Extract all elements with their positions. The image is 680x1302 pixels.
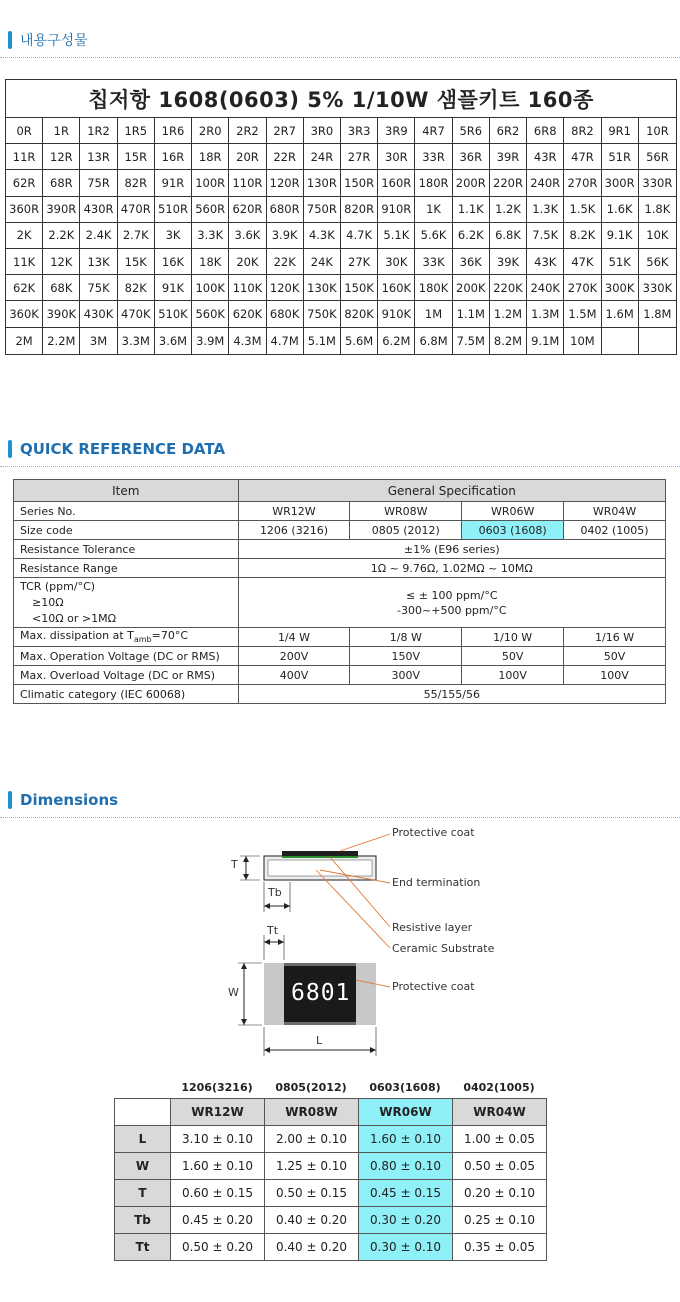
cell: 2.00 ± 0.10 <box>265 1126 359 1153</box>
kit-cell: 56R <box>639 144 676 170</box>
cell-highlighted: 0.80 ± 0.10 <box>359 1153 453 1180</box>
series-header: WR08W <box>265 1099 359 1126</box>
kit-cell: 1.8K <box>639 197 676 223</box>
section-header-contents <box>8 29 88 51</box>
kit-cell: 120R <box>267 170 304 196</box>
kit-cell: 1.6K <box>602 197 639 223</box>
kit-cell: 100K <box>192 275 229 301</box>
kit-cell: 4.7M <box>267 328 304 354</box>
header-item: Item <box>14 480 239 502</box>
kit-cell: 0R <box>6 118 43 144</box>
kit-cell: 360R <box>6 197 43 223</box>
kit-cell: 680K <box>267 301 304 327</box>
kit-cell: 200K <box>453 275 490 301</box>
section-title: QUICK REFERENCE DATA <box>20 440 226 458</box>
label-dim-tt: Tt <box>267 924 279 937</box>
kit-cell: 3.3M <box>118 328 155 354</box>
divider <box>0 817 680 818</box>
kit-cell: 5.6M <box>341 328 378 354</box>
kit-cell: 2R2 <box>229 118 266 144</box>
sample-kit-table <box>5 79 677 355</box>
kit-cell: 9.1K <box>602 223 639 249</box>
kit-cell: 820R <box>341 197 378 223</box>
kit-cell: 1R6 <box>155 118 192 144</box>
resistor-drawing <box>220 820 520 1060</box>
cell-highlighted: 1.60 ± 0.10 <box>359 1126 453 1153</box>
kit-cell: 8R2 <box>564 118 601 144</box>
kit-cell: 6.2K <box>453 223 490 249</box>
kit-cell: 10M <box>564 328 601 354</box>
kit-cell: 300K <box>602 275 639 301</box>
cell: 3.10 ± 0.10 <box>171 1126 265 1153</box>
cell-highlighted: 0.30 ± 0.20 <box>359 1207 453 1234</box>
kit-cell: 390K <box>43 301 80 327</box>
kit-cell: 1.2M <box>490 301 527 327</box>
kit-cell: 160R <box>378 170 415 196</box>
cell: 300V <box>350 666 462 685</box>
table-row <box>115 1234 547 1261</box>
table-row <box>115 1126 547 1153</box>
kit-cell: 1.3K <box>527 197 564 223</box>
kit-cell: 22R <box>267 144 304 170</box>
size-code-label: 0805(2012) <box>275 1081 347 1094</box>
kit-cell: 270K <box>564 275 601 301</box>
kit-cell <box>639 328 676 354</box>
kit-cell: 24R <box>304 144 341 170</box>
kit-cell: 68R <box>43 170 80 196</box>
kit-cell: 11R <box>6 144 43 170</box>
label-dim-w: W <box>228 986 239 999</box>
kit-cell: 51R <box>602 144 639 170</box>
kit-cell: 16K <box>155 249 192 275</box>
kit-cell: 43K <box>527 249 564 275</box>
tcr-label: TCR (ppm/°C) <box>20 580 96 593</box>
kit-cell: 2.4K <box>80 223 117 249</box>
kit-cell: 160K <box>378 275 415 301</box>
kit-cell: 16R <box>155 144 192 170</box>
kit-cell: 1.8M <box>639 301 676 327</box>
kit-cell: 91R <box>155 170 192 196</box>
kit-cell: 10K <box>639 223 676 249</box>
protective-coat-layer <box>282 851 358 856</box>
kit-cell: 18K <box>192 249 229 275</box>
kit-cell: 330K <box>639 275 676 301</box>
cell: 0.45 ± 0.20 <box>171 1207 265 1234</box>
kit-cell: 30R <box>378 144 415 170</box>
kit-cell: 1.1M <box>453 301 490 327</box>
diss-label-a: Max. dissipation at T <box>20 629 134 643</box>
kit-cell: 2R7 <box>267 118 304 144</box>
tcr-value2: -300~+500 ppm/°C <box>397 603 507 617</box>
kit-cell: 2K <box>6 223 43 249</box>
cell: 1.60 ± 0.10 <box>171 1153 265 1180</box>
label-protective-coat-bottom: Protective coat <box>392 980 475 993</box>
kit-cell: 12R <box>43 144 80 170</box>
kit-cell: 1.5K <box>564 197 601 223</box>
kit-cell: 20K <box>229 249 266 275</box>
cell: 0.40 ± 0.20 <box>265 1207 359 1234</box>
cell: 0.50 ± 0.15 <box>265 1180 359 1207</box>
table-row <box>115 1153 547 1180</box>
cell-highlighted: 0603 (1608) <box>462 521 564 540</box>
kit-cell: 2M <box>6 328 43 354</box>
kit-cell: 4.3M <box>229 328 266 354</box>
cell: 1.00 ± 0.05 <box>453 1126 547 1153</box>
kit-cell: 3R9 <box>378 118 415 144</box>
cell: 1/16 W <box>564 628 666 647</box>
kit-cell: 4.7K <box>341 223 378 249</box>
table-row <box>14 578 666 628</box>
table-row <box>14 521 666 540</box>
row-header: T <box>115 1180 171 1207</box>
table-row <box>14 666 666 685</box>
kit-cell: 3K <box>155 223 192 249</box>
kit-cell: 220K <box>490 275 527 301</box>
kit-cell: 24K <box>304 249 341 275</box>
label-dim-l: L <box>316 1034 323 1047</box>
kit-cell: 82K <box>118 275 155 301</box>
kit-cell: 3.6K <box>229 223 266 249</box>
kit-cell: 330R <box>639 170 676 196</box>
table-row <box>115 1180 547 1207</box>
kit-cell: 20R <box>229 144 266 170</box>
label-protective-coat-top: Protective coat <box>392 826 475 839</box>
kit-cell: 3.9K <box>267 223 304 249</box>
kit-cell: 82R <box>118 170 155 196</box>
kit-cell: 8.2K <box>564 223 601 249</box>
tcr-line2: <10Ω or >1MΩ <box>32 612 116 625</box>
kit-cell: 220R <box>490 170 527 196</box>
cell: 100V <box>462 666 564 685</box>
row-header: Tt <box>115 1234 171 1261</box>
row-label: Max. Operation Voltage (DC or RMS) <box>14 647 239 666</box>
kit-cell: 3R0 <box>304 118 341 144</box>
cell: WR04W <box>564 502 666 521</box>
kit-title: 칩저항 1608(0603) 5% 1/10W 샘플키트 160종 <box>6 80 676 118</box>
kit-cell: 100R <box>192 170 229 196</box>
kit-cell: 6.8K <box>490 223 527 249</box>
kit-cell: 150R <box>341 170 378 196</box>
kit-cell: 7.5K <box>527 223 564 249</box>
table-row <box>14 685 666 704</box>
kit-cell: 360K <box>6 301 43 327</box>
kit-cell: 6R8 <box>527 118 564 144</box>
cell: 1206 (3216) <box>238 521 350 540</box>
row-label: Series No. <box>14 502 239 521</box>
kit-cell: 510R <box>155 197 192 223</box>
kit-cell: 39K <box>490 249 527 275</box>
divider <box>0 57 680 58</box>
cell-tcr <box>238 578 665 628</box>
kit-cell: 240R <box>527 170 564 196</box>
cell-highlighted: 0.30 ± 0.10 <box>359 1234 453 1261</box>
label-end-termination: End termination <box>392 876 481 889</box>
kit-cell: 3M <box>80 328 117 354</box>
cell: 0.60 ± 0.15 <box>171 1180 265 1207</box>
kit-cell: 120K <box>267 275 304 301</box>
kit-cell: 180K <box>415 275 452 301</box>
kit-cell: 62R <box>6 170 43 196</box>
kit-cell: 22K <box>267 249 304 275</box>
kit-grid <box>6 118 676 354</box>
row-header: L <box>115 1126 171 1153</box>
kit-cell: 1K <box>415 197 452 223</box>
kit-cell: 47R <box>564 144 601 170</box>
row-header: W <box>115 1153 171 1180</box>
table-row <box>14 628 666 647</box>
row-label: Max. Overload Voltage (DC or RMS) <box>14 666 239 685</box>
kit-cell: 1.2K <box>490 197 527 223</box>
kit-cell: 130R <box>304 170 341 196</box>
dimensions-table <box>114 1098 547 1261</box>
cell: 0.50 ± 0.20 <box>171 1234 265 1261</box>
kit-cell: 2R0 <box>192 118 229 144</box>
kit-cell: 91K <box>155 275 192 301</box>
kit-cell: 1R5 <box>118 118 155 144</box>
series-header: WR12W <box>171 1099 265 1126</box>
cell: 0.50 ± 0.05 <box>453 1153 547 1180</box>
section-title: 내용구성물 <box>20 33 88 49</box>
kit-cell: 510K <box>155 301 192 327</box>
kit-cell: 27K <box>341 249 378 275</box>
kit-cell: 1.6M <box>602 301 639 327</box>
tcr-line1: ≥10Ω <box>32 596 64 609</box>
kit-cell: 1R <box>43 118 80 144</box>
kit-cell: 15R <box>118 144 155 170</box>
cell: 0402 (1005) <box>564 521 666 540</box>
cell: 0.20 ± 0.10 <box>453 1180 547 1207</box>
section-marker <box>8 440 12 458</box>
kit-cell: 39R <box>490 144 527 170</box>
cell: 50V <box>462 647 564 666</box>
kit-cell: 47K <box>564 249 601 275</box>
cell: 100V <box>564 666 666 685</box>
kit-cell: 36K <box>453 249 490 275</box>
kit-cell: 30K <box>378 249 415 275</box>
cell: WR06W <box>462 502 564 521</box>
kit-cell: 5.1M <box>304 328 341 354</box>
kit-cell: 750R <box>304 197 341 223</box>
kit-cell: 240K <box>527 275 564 301</box>
size-code-label: 0603(1608) <box>369 1081 441 1094</box>
kit-cell: 560R <box>192 197 229 223</box>
cell: WR08W <box>350 502 462 521</box>
table-row <box>14 540 666 559</box>
kit-cell: 5.6K <box>415 223 452 249</box>
kit-cell: 56K <box>639 249 676 275</box>
diss-label-b: =70°C <box>151 629 189 643</box>
kit-cell: 33K <box>415 249 452 275</box>
kit-cell: 9R1 <box>602 118 639 144</box>
kit-cell: 390R <box>43 197 80 223</box>
kit-cell: 2.2M <box>43 328 80 354</box>
kit-cell: 620K <box>229 301 266 327</box>
table-header-row <box>14 480 666 502</box>
kit-cell: 6R2 <box>490 118 527 144</box>
resistor-marking: 6801 <box>291 980 351 1006</box>
kit-cell: 62K <box>6 275 43 301</box>
diss-label-sub: amb <box>133 635 152 645</box>
left-termination <box>264 963 284 1025</box>
resistive-layer <box>282 856 358 858</box>
kit-cell: 430R <box>80 197 117 223</box>
cell: 1/10 W <box>462 628 564 647</box>
cell: 0.35 ± 0.05 <box>453 1234 547 1261</box>
kit-cell: 9.1M <box>527 328 564 354</box>
section-title: Dimensions <box>20 791 119 809</box>
kit-cell: 75K <box>80 275 117 301</box>
kit-cell: 470K <box>118 301 155 327</box>
kit-cell: 3.9M <box>192 328 229 354</box>
table-row <box>14 502 666 521</box>
row-label-tcr <box>14 578 239 628</box>
kit-cell: 13R <box>80 144 117 170</box>
resistor-diagram <box>220 820 520 1060</box>
kit-cell: 33R <box>415 144 452 170</box>
label-ceramic-substrate: Ceramic Substrate <box>392 942 495 955</box>
kit-cell: 430K <box>80 301 117 327</box>
kit-cell: 12K <box>43 249 80 275</box>
kit-cell: 7.5M <box>453 328 490 354</box>
leader-ceramic-substrate <box>316 870 390 948</box>
kit-cell: 1.5M <box>564 301 601 327</box>
section-marker <box>8 31 12 49</box>
kit-cell: 36R <box>453 144 490 170</box>
kit-cell: 11K <box>6 249 43 275</box>
series-header: WR04W <box>453 1099 547 1126</box>
kit-cell: 2.7K <box>118 223 155 249</box>
kit-cell: 110K <box>229 275 266 301</box>
kit-cell: 1.1K <box>453 197 490 223</box>
quick-reference-table <box>13 479 666 704</box>
cell: 0805 (2012) <box>350 521 462 540</box>
kit-cell: 1R2 <box>80 118 117 144</box>
kit-cell: 910R <box>378 197 415 223</box>
kit-cell: 18R <box>192 144 229 170</box>
cell: 0.40 ± 0.20 <box>265 1234 359 1261</box>
kit-cell: 680R <box>267 197 304 223</box>
divider <box>0 466 680 467</box>
kit-cell: 130K <box>304 275 341 301</box>
kit-cell: 750K <box>304 301 341 327</box>
kit-cell: 470R <box>118 197 155 223</box>
header-spec: General Specification <box>238 480 665 502</box>
row-label: Climatic category (IEC 60068) <box>14 685 239 704</box>
kit-cell: 5R6 <box>453 118 490 144</box>
row-header: Tb <box>115 1207 171 1234</box>
kit-cell: 110R <box>229 170 266 196</box>
kit-cell: 43R <box>527 144 564 170</box>
label-resistive-layer: Resistive layer <box>392 921 473 934</box>
table-header-row <box>115 1099 547 1126</box>
row-label: Resistance Range <box>14 559 239 578</box>
label-dim-t: T <box>231 858 238 871</box>
size-code-label: 0402(1005) <box>463 1081 535 1094</box>
leader-protective-coat-top <box>340 834 390 851</box>
section-header-quick-reference <box>8 438 225 460</box>
kit-cell: 3.6M <box>155 328 192 354</box>
kit-cell: 51K <box>602 249 639 275</box>
row-label: Size code <box>14 521 239 540</box>
cell: 55/155/56 <box>238 685 665 704</box>
kit-cell <box>602 328 639 354</box>
kit-cell: 910K <box>378 301 415 327</box>
corner-cell <box>115 1099 171 1126</box>
section-header-dimensions <box>8 789 118 811</box>
kit-cell: 1.3M <box>527 301 564 327</box>
kit-cell: 68K <box>43 275 80 301</box>
cell: 400V <box>238 666 350 685</box>
kit-cell: 4R7 <box>415 118 452 144</box>
table-row <box>115 1207 547 1234</box>
cell: 0.25 ± 0.10 <box>453 1207 547 1234</box>
cell: ±1% (E96 series) <box>238 540 665 559</box>
kit-cell: 150K <box>341 275 378 301</box>
kit-cell: 15K <box>118 249 155 275</box>
kit-cell: 27R <box>341 144 378 170</box>
kit-cell: 5.1K <box>378 223 415 249</box>
kit-cell: 13K <box>80 249 117 275</box>
kit-cell: 820K <box>341 301 378 327</box>
kit-cell: 620R <box>229 197 266 223</box>
kit-cell: 75R <box>80 170 117 196</box>
kit-cell: 8.2M <box>490 328 527 354</box>
cell: 50V <box>564 647 666 666</box>
series-header-highlighted: WR06W <box>359 1099 453 1126</box>
kit-cell: 2.2K <box>43 223 80 249</box>
tcr-value1: ≤ ± 100 ppm/°C <box>406 588 498 602</box>
cell: 200V <box>238 647 350 666</box>
kit-cell: 270R <box>564 170 601 196</box>
cell-highlighted: 0.45 ± 0.15 <box>359 1180 453 1207</box>
kit-cell: 180R <box>415 170 452 196</box>
right-termination <box>356 963 376 1025</box>
table-row <box>14 559 666 578</box>
section-marker <box>8 791 12 809</box>
cell: 1.25 ± 0.10 <box>265 1153 359 1180</box>
cell: WR12W <box>238 502 350 521</box>
kit-cell: 10R <box>639 118 676 144</box>
cell: 1/8 W <box>350 628 462 647</box>
cell: 1/4 W <box>238 628 350 647</box>
table-row <box>14 647 666 666</box>
row-label <box>14 628 239 647</box>
label-dim-tb: Tb <box>268 886 282 899</box>
kit-cell: 200R <box>453 170 490 196</box>
kit-cell: 3.3K <box>192 223 229 249</box>
size-code-label: 1206(3216) <box>181 1081 253 1094</box>
kit-cell: 4.3K <box>304 223 341 249</box>
kit-cell: 6.8M <box>415 328 452 354</box>
kit-cell: 300R <box>602 170 639 196</box>
kit-cell: 3R3 <box>341 118 378 144</box>
row-label: Resistance Tolerance <box>14 540 239 559</box>
kit-cell: 560K <box>192 301 229 327</box>
cell: 150V <box>350 647 462 666</box>
kit-cell: 6.2M <box>378 328 415 354</box>
cell: 1Ω ~ 9.76Ω, 1.02MΩ ~ 10MΩ <box>238 559 665 578</box>
kit-cell: 1M <box>415 301 452 327</box>
